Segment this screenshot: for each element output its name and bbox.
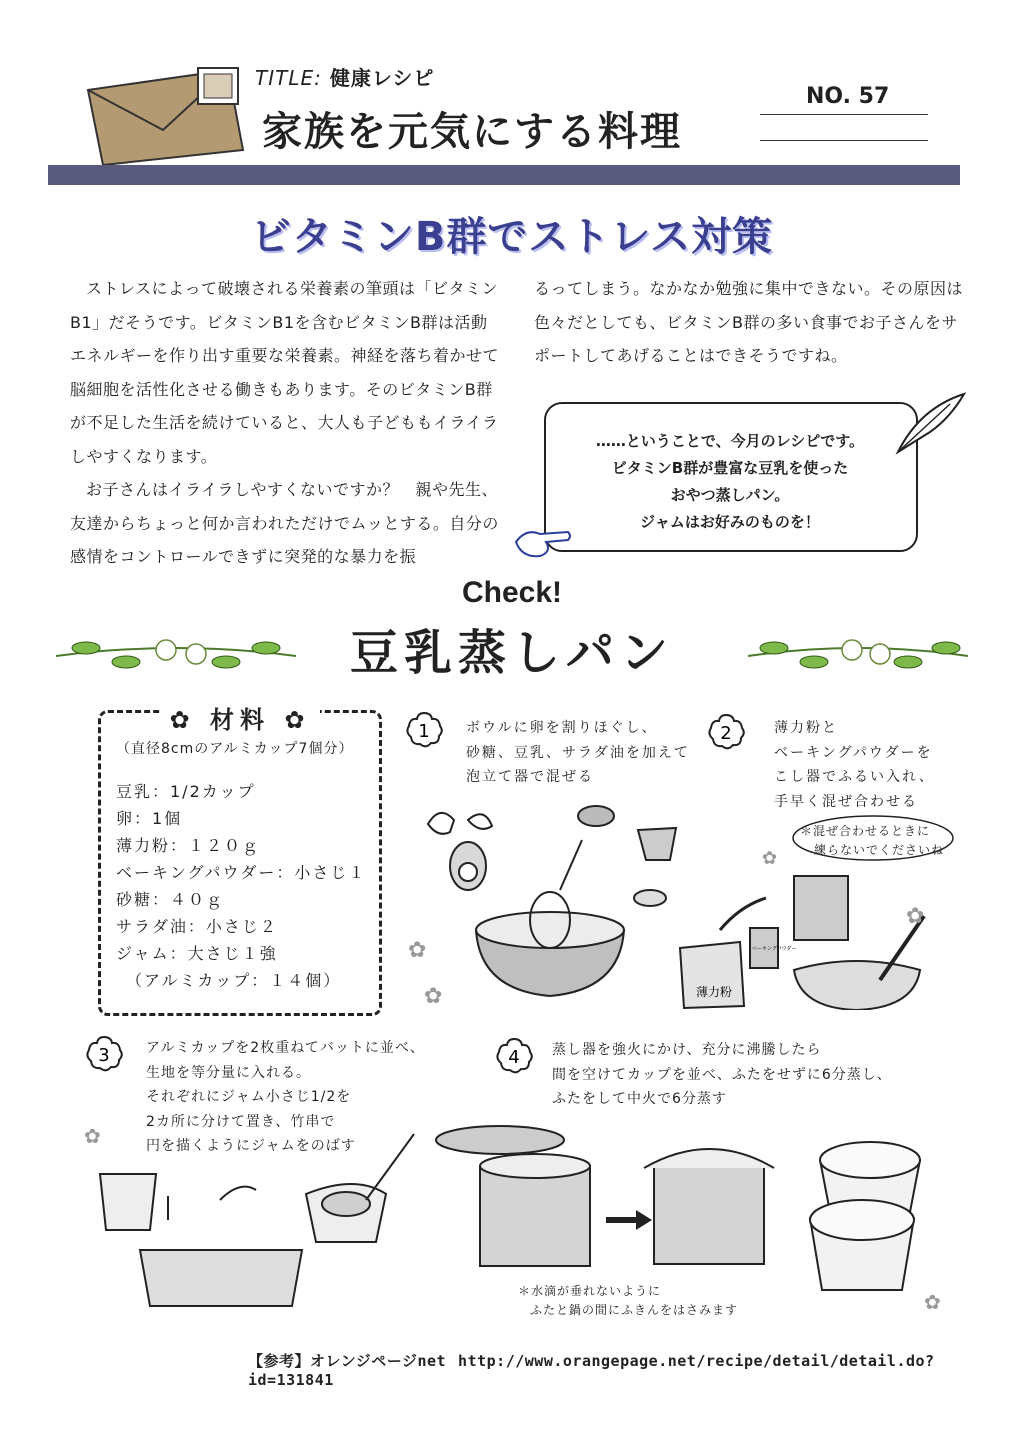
paragraph: るってしまう。なかなか勉強に集中できない。その原因は色々だとしても、ビタミンB群の多い食事でお子さんをサポートしてあげることはできそうですね。: [534, 279, 964, 365]
step-number: 4: [508, 1047, 520, 1068]
envelope-icon: [78, 60, 258, 170]
leaf-vine-icon: [748, 632, 968, 674]
callout-line: ……ということで、今月のレシピです。: [595, 432, 865, 450]
step-number-badge: [494, 1036, 534, 1076]
pointing-hand-icon: [512, 522, 572, 562]
check-label: Check!: [462, 576, 563, 609]
list-item: 薄力粉：１２０ｇ: [116, 836, 261, 855]
mixing-bowl-illustration: [410, 800, 700, 1000]
title-category: 健康レシピ: [329, 66, 435, 90]
list-item: ジャム：大さじ１強: [116, 944, 278, 963]
reference-url[interactable]: http://www.orangepage.net/recipe/detail/detail.do?id=131841: [248, 1352, 935, 1389]
callout-line: おやつ蒸しパン。: [670, 486, 790, 504]
flower-icon: ✿: [924, 1290, 941, 1314]
steamer-illustration: [430, 1120, 970, 1295]
paragraph: お子さんはイライラしやすくないですか？ 親や先生、友達からちょっと何か言われただけでムッとする。自分の感情をコントロールできずに突発的な暴力を振: [70, 480, 499, 566]
step-number: 1: [418, 721, 430, 742]
flower-icon: ✿: [84, 1124, 101, 1148]
step-number-badge: [84, 1034, 124, 1074]
baking-powder-label: ベーキングパウダー: [752, 946, 797, 952]
quill-icon: [890, 388, 970, 458]
title-label: TITLE: 健康レシピ: [255, 66, 435, 90]
issue-number: NO. 57: [806, 84, 890, 109]
article-heading: ビタミンB群でストレス対策: [250, 214, 774, 260]
ingredients-title: ✿ 材料 ✿: [98, 700, 382, 735]
list-item: （アルミカップ：１４個）: [126, 971, 342, 990]
step-number: 2: [720, 723, 732, 744]
step-number-badge: [404, 710, 444, 750]
step-4-note: ＊水滴が垂れないように ふたと鍋の間にふきんをはさみます: [518, 1284, 739, 1317]
list-item: 砂糖：４０ｇ: [116, 890, 225, 909]
article-column-right: [534, 272, 966, 373]
list-item: 豆乳：1/2カップ: [116, 782, 256, 801]
step-2-note: ＊混ぜ合わせるときに 練らないでくださいね: [800, 824, 945, 857]
page-title: 家族を元気にする料理: [262, 109, 682, 155]
reference-line: [248, 1350, 1024, 1389]
ingredients-subtitle: （直径8cmのアルミカップ7個分）: [116, 741, 354, 757]
step-3-text: アルミカップを2枚重ねてバットに並べ、 生地を等分量に入れる。 それぞれにジャム小さじ1/2を 2カ所に分けて置き、竹串で 円を描くようにジャムをのばす: [146, 1040, 425, 1154]
reference-label: 【参考】オレンジページnet: [248, 1352, 447, 1370]
step-number-badge: [706, 712, 746, 752]
flour-bag-label: 薄力粉: [696, 985, 733, 999]
divider: [760, 140, 928, 141]
callout-text: [560, 428, 900, 536]
flower-icon: ✿: [169, 706, 196, 734]
step-4-text: 蒸し器を強火にかけ、充分に沸騰したら 間を空けてカップを並べ、ふたをせずに6分蒸し、 ふたをして中火で6分蒸す: [552, 1042, 892, 1107]
list-item: ベーキングパウダー：小さじ１: [116, 863, 367, 882]
flower-icon: ✿: [424, 984, 443, 1009]
flower-icon: ✿: [906, 904, 925, 929]
cups-tray-illustration: [96, 1130, 416, 1310]
flower-icon: ✿: [762, 848, 778, 869]
flower-icon: ✿: [408, 938, 427, 963]
flower-icon: ✿: [284, 706, 311, 734]
list-item: 卵：1個: [116, 809, 183, 828]
list-item: サラダ油：小さじ２: [116, 917, 278, 936]
callout-line: ジャムはお好みのものを！: [640, 513, 820, 531]
divider: [760, 114, 928, 115]
sifting-illustration: [670, 870, 940, 1010]
ingredients-list: [116, 778, 366, 994]
header-band: [48, 165, 960, 185]
article-column-left: [70, 272, 502, 574]
recipe-title: 豆乳蒸しパン: [349, 625, 674, 681]
paragraph: ストレスによって破壊される栄養素の筆頭は「ビタミンB1」だそうです。ビタミンB1を含むビタミンB群は活動エネルギーを作り出す重要な栄養素。神経を落ち着かせて脳細胞を活性化させる働きもあります。そのビタミンB群が不足した生活を続けていると、大人も子どももイライラしやすくなります。: [70, 279, 500, 466]
step-number: 3: [98, 1045, 110, 1066]
step-1-text: ボウルに卵を割りほぐし、 砂糖、豆乳、サラダ油を加えて 泡立て器で混ぜる: [466, 720, 690, 785]
step-2-text: 薄力粉と ベーキングパウダーを こし器でふるい入れ、 手早く混ぜ合わせる: [774, 720, 935, 810]
callout-line: ビタミンB群が豊富な豆乳を使った: [611, 459, 849, 477]
